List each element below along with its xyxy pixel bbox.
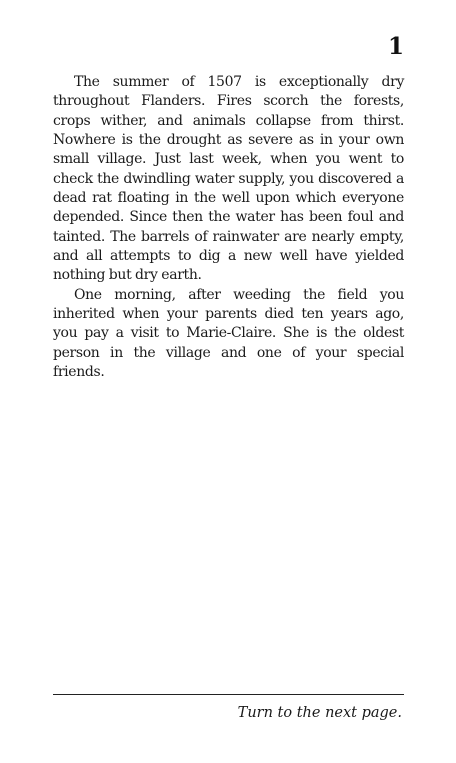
turn-page-instruction: Turn to the next page. [237,705,402,721]
page-number: 1 [387,33,404,60]
story-text [53,73,404,383]
footer-divider [53,694,404,695]
story-paragraph-1: The summer of 1507 is exceptionally dry throughout Flanders. Fires scorch the forests, crops wither, and animals collapse from thirst. Nowhere is the drought as severe as in your own small village. Just last week, when you went to check the dwindling water supply, you discovered a dead rat floating in the well upon which everyone depended. Since then the water has been foul and tainted. The barrels of rainwater are nearly empty, and all attempts to dig a new well have yielded nothing but dry earth. [53,74,404,284]
story-paragraph-2: One morning, after weeding the field you inherited when your parents died ten years ago, you pay a visit to Marie-Claire. She is the oldest person in the village and one of your special friends. [53,286,404,381]
